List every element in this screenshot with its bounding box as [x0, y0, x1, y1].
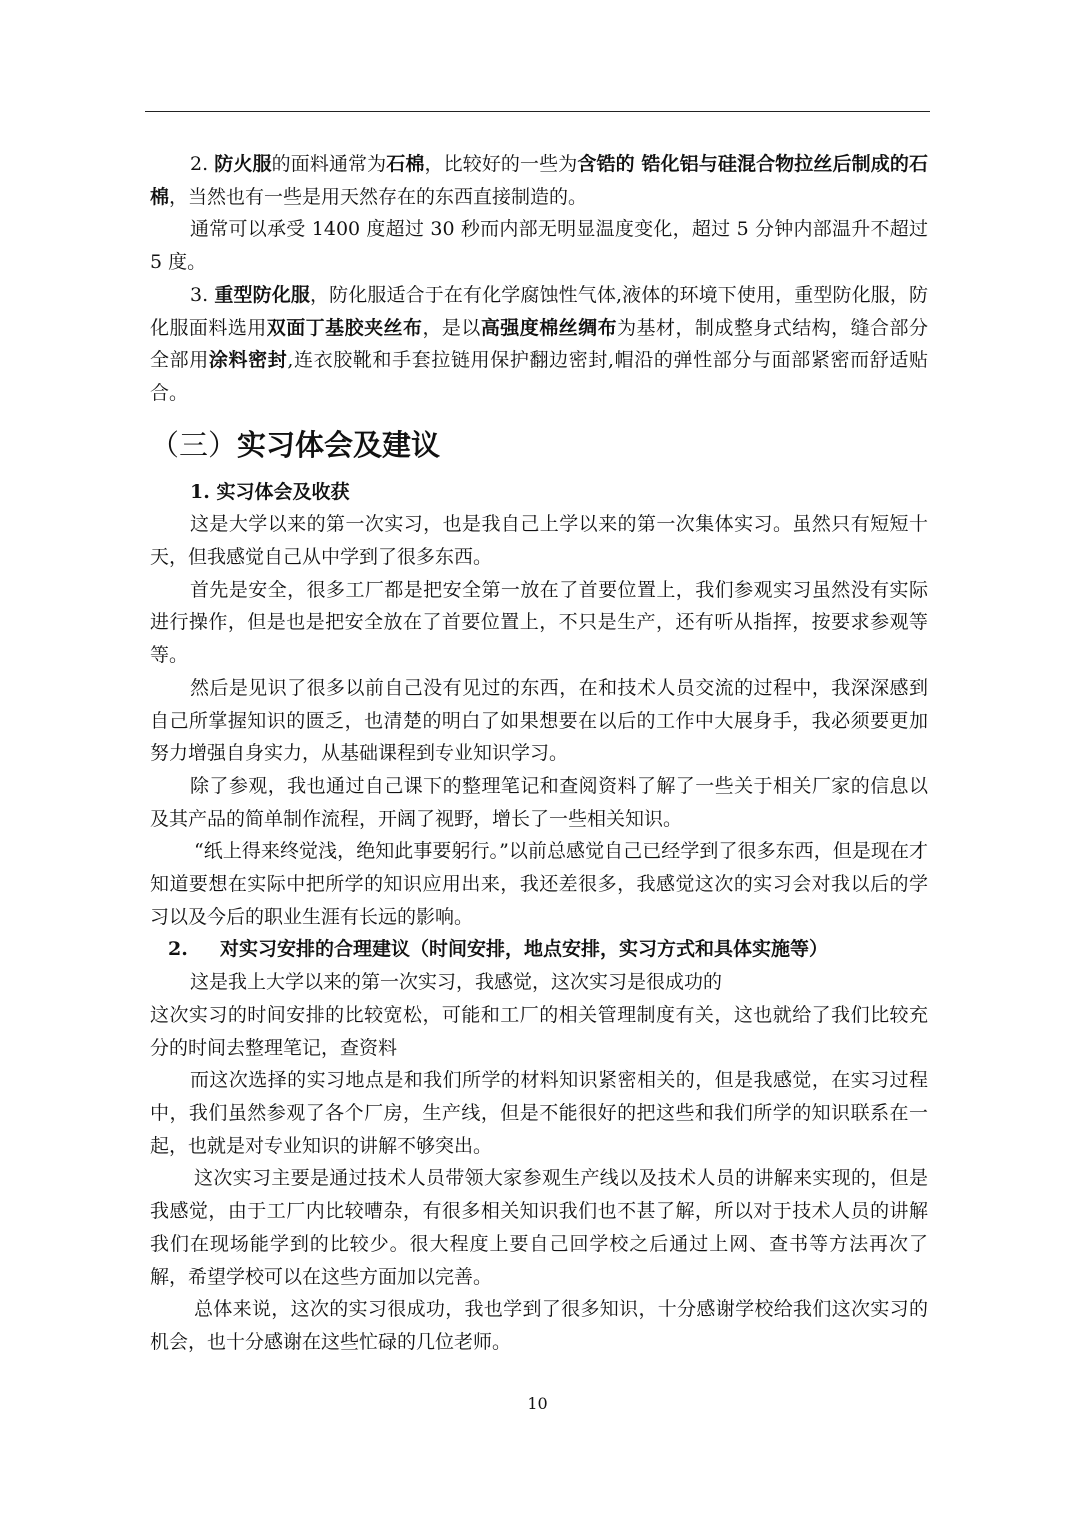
item-3-paragraph	[150, 279, 928, 410]
sub1-paragraph-1: 这是大学以来的第一次实习，也是我自己上学以来的第一次集体实习。虽然只有短短十天，但我感觉自己从中学到了很多东西。	[150, 513, 928, 569]
item-2-text-a: 的面料通常为	[271, 153, 387, 175]
sub1-paragraph-5: “纸上得来终觉浅，绝知此事要躬行。”以前总感觉自己已经学到了很多东西，但是现在才知道要想在实际中把所学的知识应用出来，我还差很多，我感觉这次的实习会对我以后的学习以及今后的职业生涯有长远的影响。	[150, 840, 928, 928]
sub2-paragraph-1: 而这次选择的实习地点是和我们所学的材料知识紧密相关的，但是我感觉，在实习过程中，我们虽然参观了各个厂房，生产线，但是不能很好的把这些和我们所学的知识联系在一起，也就是对专业知识的讲解不够突出。	[150, 1069, 928, 1157]
term-silk-cloth: 高强度棉丝绸布	[480, 316, 618, 339]
item-3-text-a: ，防化服适合于在有化学腐蚀性气体,液体的环境下使用，重型防化服，防化服面料选用	[150, 283, 928, 339]
item-2-text-b: ，比较好的一些为	[424, 153, 578, 175]
item-3-text-c: 为基材，制成整身式结构，缝合部分全部用	[150, 316, 928, 372]
term-fire-suit: 防火服	[214, 153, 272, 175]
section-heading	[150, 422, 928, 468]
sub2-paragraph-2: 这次实习主要是通过技术人员带领大家参观生产线以及技术人员的讲解来实现的，但是我感觉，由于工厂内比较嘈杂，有很多相关知识我们也不甚了解，所以对于技术人员的讲解我们在现场能学到的比较少。很大程度上要自己回学校之后通过上网、查书等方法再次了解，希望学校可以在这些方面加以完善。	[150, 1167, 928, 1288]
subheading-2-title: 对实习安排的合理建议（时间安排，地点安排，实习方式和具体实施等）	[220, 938, 829, 961]
page-number: 10	[527, 1394, 548, 1413]
item-2-note: 通常可以承受 1400 度超过 30 秒而内部无明显温度变化，超过 5 分钟内部温升不超过 5 度。	[150, 218, 928, 274]
term-zirconium-asbestos: 含锆的 锆化铝与硅混合物拉丝后制成的石棉	[150, 153, 928, 208]
sub2-paragraph-3: 总体来说，这次的实习很成功，我也学到了很多知识，十分感谢学校给我们这次实习的机会，也十分感谢在这些忙碌的几位老师。	[150, 1298, 928, 1353]
term-coating-seal: 涂料密封	[208, 349, 288, 372]
term-butyl-fabric: 双面丁基胶夹丝布	[266, 316, 423, 339]
item-2-text-c: ，当然也有一些是用天然存在的东西直接制造的。	[169, 185, 588, 208]
term-asbestos: 石棉	[386, 153, 425, 175]
item-3-text-b: ，是以	[422, 316, 481, 339]
term-heavy-chem-suit: 重型防化服	[214, 283, 310, 306]
header-rule	[145, 111, 930, 112]
sub2-line-2: 这次实习的时间安排的比较宽松，可能和工厂的相关管理制度有关，这也就给了我们比较充分的时间去整理笔记，查资料	[150, 1003, 928, 1059]
page-body	[150, 148, 928, 1359]
item-3-text-d: ,连衣胶靴和手套拉链用保护翻边密封,帽沿的弹性部分与面部紧密而舒适贴合。	[150, 349, 928, 404]
sub1-paragraph-3: 然后是见识了很多以前自己没有见过的东西，在和技术人员交流的过程中，我深深感到自己所掌握知识的匮乏，也清楚的明白了如果想要在以后的工作中大展身手，我必须要更加努力增强自身实力，从基础课程到专业知识学习。	[150, 676, 928, 765]
subheading-1: 1. 实习体会及收获	[190, 480, 350, 503]
section-number: （三）	[150, 427, 238, 462]
section-title: 实习体会及建议	[237, 427, 441, 462]
subheading-2-number: 2.	[168, 938, 188, 961]
item-3-number: 3.	[190, 283, 209, 306]
sub1-paragraph-4: 除了参观，我也通过自己课下的整理笔记和查阅资料了解了一些关于相关厂家的信息以及其产品的简单制作流程，开阔了视野，增长了一些相关知识。	[150, 774, 928, 830]
item-2-number: 2.	[190, 153, 209, 175]
sub1-paragraph-2: 首先是安全，很多工厂都是把安全第一放在了首要位置上，我们参观实习虽然没有实际进行操作，但是也是把安全放在了首要位置上，不只是生产，还有听从指挥，按要求参观等等。	[150, 578, 928, 667]
sub2-line-1: 这是我上大学以来的第一次实习，我感觉，这次实习是很成功的	[190, 971, 723, 994]
subheading-2	[150, 933, 928, 966]
item-2-paragraph	[150, 148, 928, 213]
